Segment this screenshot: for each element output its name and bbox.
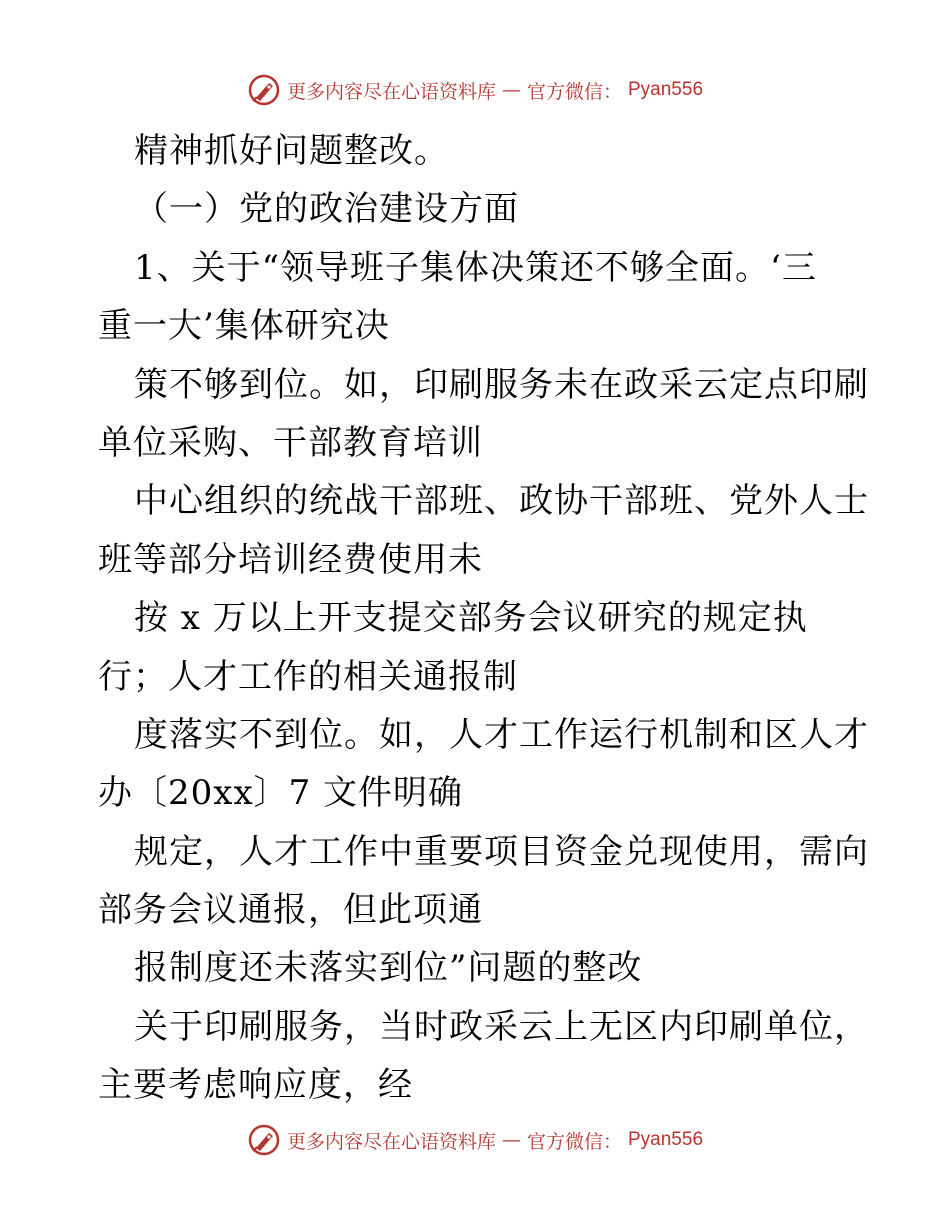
text-line: 报制度还未落实到位”问题的整改 bbox=[134, 948, 643, 989]
footer-watermark-banner bbox=[0, 1120, 950, 1160]
banner-wechat-id: Pyan556 bbox=[628, 79, 704, 100]
banner-wechat-id: Pyan556 bbox=[628, 1129, 704, 1150]
banner-wechat-label: 官方微信： bbox=[526, 80, 622, 103]
document-body bbox=[98, 122, 869, 1115]
text-line: 重一大’集体研究决 bbox=[98, 306, 390, 347]
text-line: 行；人才工作的相关通报制 bbox=[98, 656, 518, 697]
text-line: 1、关于“领导班子集体决策还不够全面。‘三 bbox=[134, 247, 817, 288]
text-line: 单位采购、干部教育培训 bbox=[98, 422, 483, 463]
text-line: 关于印刷服务，当时政采云上无区内印刷单位， bbox=[134, 1006, 869, 1047]
text-line: 部务会议通报，但此项通 bbox=[98, 890, 483, 931]
pen-nib-logo-icon bbox=[247, 73, 281, 107]
text-line: 办〔20xx〕7 文件明确 bbox=[98, 773, 464, 814]
text-line: 度落实不到位。如，人才工作运行机制和区人才 bbox=[134, 714, 869, 755]
text-line: 中心组织的统战干部班、政协干部班、党外人士 bbox=[134, 481, 869, 522]
banner-text: 更多内容尽在心语资料库 bbox=[286, 1130, 496, 1153]
text-line: 策不够到位。如，印刷服务未在政采云定点印刷 bbox=[134, 364, 869, 405]
banner-text: 更多内容尽在心语资料库 bbox=[286, 80, 496, 103]
pen-nib-logo-icon bbox=[247, 1123, 281, 1157]
text-line: 按 x 万以上开支提交部务会议研究的规定执 bbox=[134, 598, 808, 639]
text-line: （一）党的政治建设方面 bbox=[134, 189, 519, 230]
header-watermark-banner bbox=[0, 70, 950, 110]
text-line: 精神抓好问题整改。 bbox=[134, 131, 449, 171]
text-line: 班等部分培训经费使用未 bbox=[98, 539, 483, 580]
banner-dash: — bbox=[501, 79, 521, 101]
banner-wechat-label: 官方微信： bbox=[526, 1130, 622, 1153]
banner-dash: — bbox=[501, 1129, 521, 1151]
text-line: 规定，人才工作中重要项目资金兑现使用，需向 bbox=[134, 831, 869, 872]
text-line: 主要考虑响应度，经 bbox=[98, 1065, 413, 1106]
